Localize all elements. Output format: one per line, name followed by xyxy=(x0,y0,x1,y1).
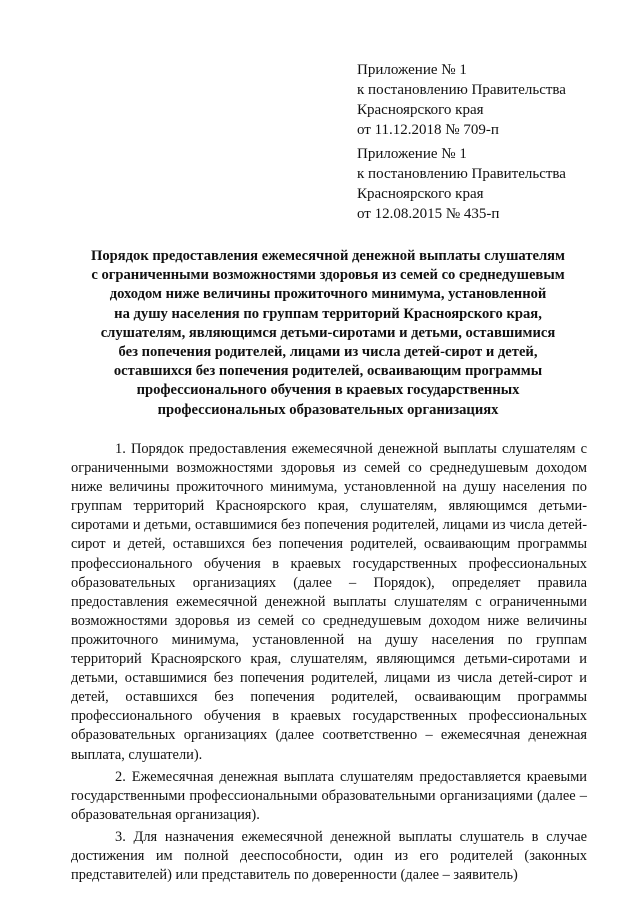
appendix-number: Приложение № 1 xyxy=(357,146,467,162)
appendix-date: от 12.08.2015 № 435-п xyxy=(357,206,500,222)
appendix-header-original xyxy=(357,144,617,224)
title-line: доходом ниже величины прожиточного минимума, установленной xyxy=(109,286,547,303)
appendix-header-current xyxy=(357,60,617,140)
title-line: Порядок предоставления ежемесячной денежной выплаты слушателям xyxy=(91,248,565,264)
appendix-date: от 11.12.2018 № 709-п xyxy=(357,122,499,138)
title-line: без попечения родителей, лицами из числа детей-сирот и детей, xyxy=(118,344,538,361)
title-line: оставшихся без попечения родителей, осваивающим программы xyxy=(113,363,543,380)
title-line: с ограниченными возможностями здоровья из семей со среднедушевым xyxy=(91,267,565,284)
paragraph-3: 3. Для назначения ежемесячной денежной выплаты слушатель в случае достижения им полной дееспособности, один из его родителей (законных представителей) или представитель по доверенности (далее – заявитель) xyxy=(71,828,587,884)
appendix-region: Красноярского края xyxy=(357,186,484,202)
title-line: профессионального обучения в краевых государственных xyxy=(136,382,520,399)
title-line: на душу населения по группам территорий Красноярского края, xyxy=(114,305,542,322)
title-line: слушателям, являющимся детьми-сиротами и детьми, оставшимися xyxy=(100,324,556,341)
document-body xyxy=(71,440,587,885)
appendix-region: Красноярского края xyxy=(357,102,484,118)
appendix-resolution: к постановлению Правительства xyxy=(357,166,566,182)
document-title xyxy=(60,247,596,420)
appendix-resolution: к постановлению Правительства xyxy=(357,82,566,98)
appendix-number: Приложение № 1 xyxy=(357,62,467,78)
paragraph-1: 1. Порядок предоставления ежемесячной денежной выплаты слушателям с ограниченными возможностями здоровья из семей со среднедушевым доходом ниже величины прожиточного минимума, установленной на душу населения по группам территорий Красноярского края, слушателям, являющимся детьми-сиротами и детьми, оставшимися без попечения родителей, лицами из числа детей-сирот и детей, оставшихся без попечения родителей, осваивающим программы профессионального обучения в краевых государственных профессиональных образовательных организациях (далее – Порядок), определяет правила предоставления ежемесячной денежной выплаты слушателям с ограниченными возможностями здоровья из семей со среднедушевым доходом ниже величины прожиточного минимума, установленной на душу населения по группам территорий Красноярского края, слушателям, являющимся детьми-сиротами и детьми, оставшимися без попечения родителей, лицами из числа детей-сирот и детей, оставшихся без попечения родителей, осваивающим программы профессионального обучения в краевых государственных профессиональных образовательных организациях (далее соответственно – ежемесячная денежная выплата, слушатели). xyxy=(71,441,587,763)
paragraph-2: 2. Ежемесячная денежная выплата слушателям предоставляется краевыми государственными профессиональными образовательными организациями (далее – образовательная организация). xyxy=(71,768,587,823)
title-line: профессиональных образовательных организациях xyxy=(157,401,499,418)
